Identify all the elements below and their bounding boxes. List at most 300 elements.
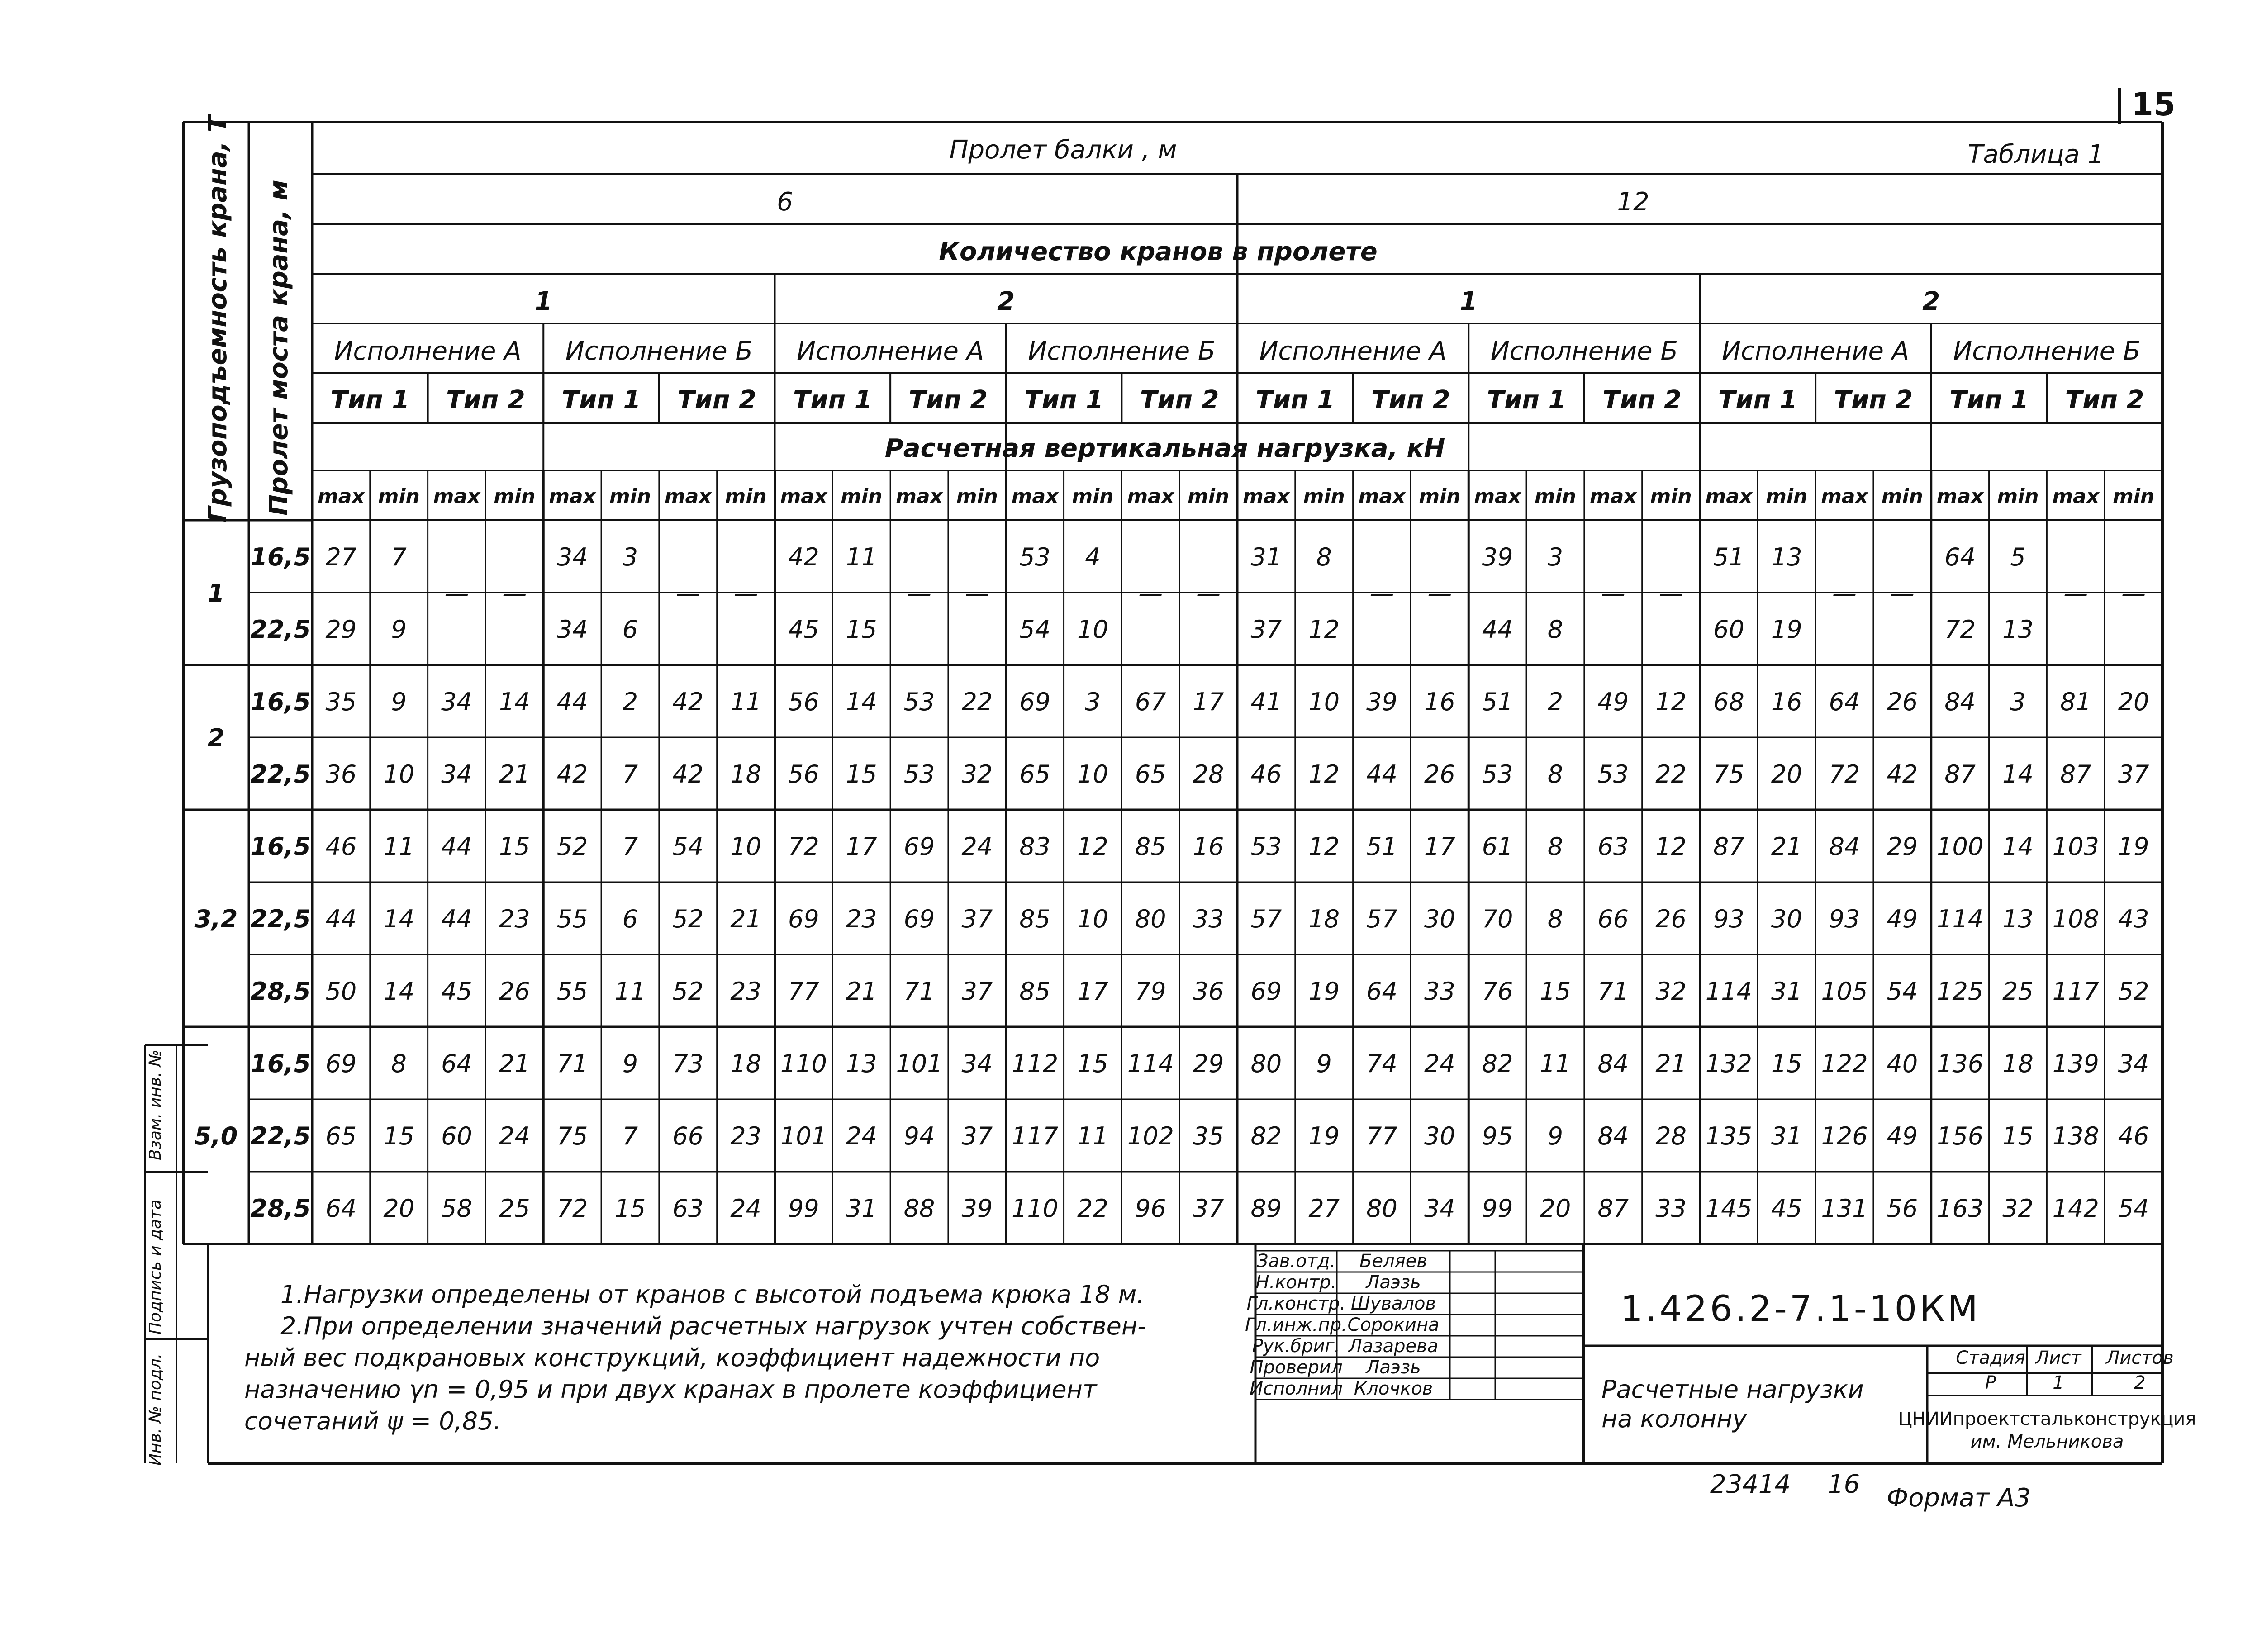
type-7: Тип 1: [1024, 385, 1103, 415]
table-cell: 37: [2118, 760, 2149, 788]
table-cell: 31: [1771, 1122, 1802, 1150]
table-cell: 56: [1887, 1194, 1918, 1223]
table-cell: 84: [1597, 1049, 1629, 1078]
footer-format: Формат А3: [1887, 1483, 2031, 1513]
table-cell: 21: [1771, 832, 1802, 861]
table-cell: 108: [2052, 905, 2099, 933]
table-cell: 42: [672, 760, 704, 788]
table-cell: 44: [325, 905, 357, 933]
table-cell: 72: [788, 832, 819, 861]
table-cell: 21: [499, 1049, 530, 1078]
table-cell: 12: [1308, 832, 1340, 861]
table-cell: 11: [614, 977, 646, 1006]
min-label: min: [1072, 485, 1114, 508]
table-cell: 87: [1713, 832, 1744, 861]
bridge-span: 28,5: [250, 977, 311, 1006]
table-cell: 18: [730, 1049, 761, 1078]
table-cell: —: [1601, 579, 1625, 608]
version-8: Исполнение Б: [1953, 337, 2141, 366]
side-label-original-inv: Инв. № подл.: [146, 1353, 165, 1466]
table-cell: 29: [1887, 832, 1918, 861]
table-cell: 30: [1424, 905, 1455, 933]
sheets-value: 2: [2134, 1372, 2146, 1393]
table-cell: 39: [961, 1194, 993, 1223]
table-cell: 37: [961, 1122, 993, 1150]
table-cell: 93: [1829, 905, 1860, 933]
table-cell: 19: [1308, 977, 1340, 1006]
table-cell: 51: [1366, 832, 1397, 861]
footer-copy-number: 16: [1828, 1470, 1860, 1499]
table-cell: 10: [383, 760, 415, 788]
table-cell: 55: [556, 905, 588, 933]
table-cell: 84: [1597, 1122, 1629, 1150]
table-cell: 13: [2002, 905, 2034, 933]
table-cell: 69: [788, 905, 819, 933]
table-cell: 2: [1547, 688, 1563, 716]
table-cell: 132: [1705, 1049, 1752, 1078]
table-cell: 84: [1944, 688, 1976, 716]
table-cell: 54: [672, 832, 704, 861]
type-4: Тип 2: [677, 385, 756, 415]
table-cell: 7: [391, 543, 407, 571]
table-cell: 102: [1127, 1122, 1174, 1150]
drawing-title-line-1: Расчетные нагрузки: [1601, 1375, 1864, 1404]
stamp-name: Сорокина: [1347, 1315, 1440, 1335]
span-value-6: 6: [777, 187, 793, 217]
bridge-span: 28,5: [250, 1194, 311, 1223]
table-cell: 88: [903, 1194, 935, 1223]
version-7: Исполнение А: [1722, 337, 1910, 366]
max-label: max: [1589, 485, 1637, 508]
table-cell: 69: [1250, 977, 1282, 1006]
stamp-name: Лазарева: [1348, 1336, 1439, 1357]
table-cell: 13: [846, 1049, 877, 1078]
table-cell: 71: [1597, 977, 1629, 1006]
table-cell: 19: [2118, 832, 2149, 861]
type-13: Тип 1: [1718, 385, 1797, 415]
bridge-span: 22,5: [250, 1122, 311, 1150]
table-cell: 55: [556, 977, 588, 1006]
table-cell: 32: [1655, 977, 1687, 1006]
table-cell: 31: [1250, 543, 1282, 571]
table-cell: 34: [961, 1049, 993, 1078]
table-cell: 142: [2052, 1194, 2099, 1223]
table-cell: 53: [1482, 760, 1513, 788]
table-cell: 58: [441, 1194, 472, 1223]
type-2: Тип 2: [446, 385, 525, 415]
table-cell: 49: [1887, 905, 1918, 933]
cranes-count-3: 1: [1459, 287, 1478, 316]
table-cell: 21: [499, 760, 530, 788]
table-cell: 35: [325, 688, 357, 716]
min-label: min: [1187, 485, 1230, 508]
table-cell: 87: [1597, 1194, 1629, 1223]
table-cell: 11: [1540, 1049, 1571, 1078]
table-cell: 6: [622, 905, 638, 933]
bridge-span: 16,5: [250, 543, 311, 571]
drawing-code: 1.426.2-7.1-10КМ: [1620, 1289, 1981, 1329]
table-cell: 114: [1127, 1049, 1174, 1078]
type-3: Тип 1: [561, 385, 641, 415]
table-cell: 26: [1887, 688, 1918, 716]
table-cell: 44: [1482, 615, 1513, 644]
table-cell: 89: [1250, 1194, 1282, 1223]
stamp-name: Клочков: [1354, 1378, 1433, 1399]
table-cell: 33: [1193, 905, 1224, 933]
table-cell: 69: [903, 905, 935, 933]
table-cell: 11: [730, 688, 761, 716]
table-cell: 9: [391, 688, 407, 716]
table-cell: 101: [896, 1049, 943, 1078]
table-cell: 82: [1482, 1049, 1513, 1078]
table-cell: 33: [1655, 1194, 1687, 1223]
table-cell: 136: [1937, 1049, 1984, 1078]
table-cell: 53: [1597, 760, 1629, 788]
table-cell: 87: [1944, 760, 1976, 788]
table-cell: 100: [1937, 832, 1984, 861]
table-cell: 41: [1250, 688, 1282, 716]
table-cell: 34: [441, 760, 472, 788]
table-cell: 22: [961, 688, 993, 716]
table-cell: 15: [499, 832, 530, 861]
type-10: Тип 2: [1371, 385, 1450, 415]
table-cell: 36: [325, 760, 357, 788]
table-cell: 35: [1193, 1122, 1224, 1150]
table-cell: 17: [1077, 977, 1108, 1006]
table-cell: 135: [1705, 1122, 1752, 1150]
stamp-role: Исполнил: [1250, 1378, 1343, 1399]
type-12: Тип 2: [1602, 385, 1682, 415]
title-block: [1601, 1289, 2196, 1452]
table-cell: 32: [961, 760, 993, 788]
table-cell: 114: [1937, 905, 1984, 933]
max-label: max: [1242, 485, 1290, 508]
span-header: Пролет балки , м: [949, 135, 1177, 165]
table-cell: 11: [846, 543, 877, 571]
type-6: Тип 2: [908, 385, 988, 415]
table-cell: 8: [1547, 832, 1563, 861]
max-label: max: [1705, 485, 1753, 508]
version-1: Исполнение А: [334, 337, 522, 366]
table-cell: 34: [2118, 1049, 2149, 1078]
table-cell: 24: [1424, 1049, 1455, 1078]
min-label: min: [1766, 485, 1808, 508]
table-cell: 54: [1887, 977, 1918, 1006]
table-cell: 14: [2002, 760, 2034, 788]
max-label: max: [1358, 485, 1406, 508]
sheet-label: Лист: [2035, 1348, 2081, 1368]
note-line-2: 2.При определении значений расчетных нагрузок учтен собствен-: [280, 1312, 1146, 1340]
table-cell: 50: [325, 977, 357, 1006]
table-cell: 11: [1077, 1122, 1108, 1150]
table-cell: 87: [2060, 760, 2091, 788]
table-cell: 67: [1135, 688, 1166, 716]
table-cell: 15: [846, 615, 877, 644]
table-cell: 23: [846, 905, 877, 933]
table-cell: —: [1832, 579, 1857, 608]
table-cell: 125: [1937, 977, 1984, 1006]
table-cell: 3: [622, 543, 638, 571]
table-cell: 23: [499, 905, 530, 933]
table-cell: 30: [1424, 1122, 1455, 1150]
table-cell: 79: [1135, 977, 1166, 1006]
table-cell: 31: [1771, 977, 1802, 1006]
type-11: Тип 1: [1487, 385, 1566, 415]
table-cell: 19: [1771, 615, 1802, 644]
table-cell: 13: [2002, 615, 2034, 644]
table-cell: 69: [1019, 688, 1051, 716]
table-cell: 81: [2060, 688, 2091, 716]
min-label: min: [494, 485, 536, 508]
table-cell: 74: [1366, 1049, 1397, 1078]
table-cell: 110: [1012, 1194, 1059, 1223]
table-cell: 14: [2002, 832, 2034, 861]
table-cell: 14: [383, 905, 415, 933]
table-cell: 83: [1019, 832, 1051, 861]
table-cell: 12: [1308, 760, 1340, 788]
table-cell: 14: [383, 977, 415, 1006]
table-cell: —: [1427, 579, 1452, 608]
table-cell: 25: [2002, 977, 2034, 1006]
table-cell: 77: [1366, 1122, 1397, 1150]
min-label: min: [841, 485, 883, 508]
cranes-count-4: 2: [1922, 287, 1940, 316]
table-cell: 15: [1540, 977, 1571, 1006]
table-cell: 61: [1482, 832, 1513, 861]
table-cell: 72: [1829, 760, 1860, 788]
table-cell: 72: [556, 1194, 588, 1223]
table-cell: 94: [903, 1122, 935, 1150]
table-cell: 65: [1019, 760, 1051, 788]
table-cell: —: [2121, 579, 2146, 608]
stamp-role: Зав.отд.: [1256, 1251, 1336, 1272]
table-cell: —: [965, 579, 989, 608]
table-cell: 15: [383, 1122, 415, 1150]
table-cell: 80: [1366, 1194, 1397, 1223]
table-cell: 15: [846, 760, 877, 788]
notes: [244, 1280, 1146, 1435]
table-cell: 53: [1250, 832, 1282, 861]
table-cell: 3: [1547, 543, 1563, 571]
table-cell: 85: [1135, 832, 1166, 861]
footer-inventory-number: 23414: [1710, 1470, 1791, 1499]
table-cell: —: [675, 579, 700, 608]
table-cell: 56: [788, 760, 819, 788]
note-line-3: ный вес подкрановых конструкций, коэффициент надежности по: [244, 1343, 1100, 1372]
table-cell: 2: [622, 688, 638, 716]
table-cell: 57: [1366, 905, 1397, 933]
min-label: min: [609, 485, 651, 508]
table-cell: 40: [1887, 1049, 1918, 1078]
table-cell: 65: [325, 1122, 357, 1150]
table-cell: 16: [1771, 688, 1802, 716]
bridge-span: 22,5: [250, 905, 311, 933]
table-cell: 42: [672, 688, 704, 716]
max-label: max: [1936, 485, 1984, 508]
table-cell: 10: [1077, 615, 1108, 644]
table-cell: 17: [846, 832, 877, 861]
stage-value: Р: [1985, 1372, 1996, 1393]
table-cell: 19: [1308, 1122, 1340, 1150]
table-cell: 24: [730, 1194, 761, 1223]
table-cell: 20: [2118, 688, 2149, 716]
table-cell: 53: [1019, 543, 1051, 571]
max-label: max: [1821, 485, 1868, 508]
table-cell: 4: [1085, 543, 1101, 571]
table-cell: —: [502, 579, 527, 608]
table-cell: 9: [1547, 1122, 1563, 1150]
max-label: max: [780, 485, 827, 508]
table-cell: 44: [1366, 760, 1397, 788]
table-cell: 84: [1829, 832, 1860, 861]
table-cell: 110: [780, 1049, 827, 1078]
table-cell: —: [444, 579, 469, 608]
table-cell: 85: [1019, 977, 1051, 1006]
table-cell: 122: [1821, 1049, 1868, 1078]
cranes-count-2: 2: [997, 287, 1015, 316]
table-cell: 21: [1655, 1049, 1687, 1078]
table-cell: 25: [499, 1194, 530, 1223]
span-value-12: 12: [1617, 187, 1649, 217]
table-cell: 21: [730, 905, 761, 933]
table-cell: 72: [1944, 615, 1976, 644]
table-cell: 54: [2118, 1194, 2149, 1223]
drawing-title-line-2: на колонну: [1601, 1405, 1747, 1433]
table-cell: 42: [556, 760, 588, 788]
table-cell: 145: [1705, 1194, 1752, 1223]
table-cell: 75: [556, 1122, 588, 1150]
table-cell: 69: [903, 832, 935, 861]
table-cell: 80: [1135, 905, 1166, 933]
table-cell: 27: [1308, 1194, 1340, 1223]
table-cell: 37: [961, 905, 993, 933]
table-cell: 32: [2002, 1194, 2034, 1223]
table-cell: 28: [1193, 760, 1224, 788]
crane-capacity: 2: [207, 724, 225, 752]
table-cell: 12: [1655, 688, 1687, 716]
stamp-name: Лаэзь: [1366, 1272, 1421, 1293]
type-1: Тип 1: [330, 385, 410, 415]
header-cells: [318, 287, 2154, 508]
table-cell: 44: [441, 832, 472, 861]
table-cell: 75: [1713, 760, 1744, 788]
row-header-capacity: Грузоподъемность крана, Т: [203, 115, 233, 522]
table-cell: 95: [1482, 1122, 1513, 1150]
table-cell: 68: [1713, 688, 1744, 716]
table-cell: 29: [325, 615, 357, 644]
sheets-label: Листов: [2106, 1348, 2174, 1368]
table-cell: 11: [383, 832, 415, 861]
table-cell: 36: [1193, 977, 1224, 1006]
max-label: max: [317, 485, 365, 508]
table-cell: 65: [1135, 760, 1166, 788]
max-label: max: [664, 485, 712, 508]
table-cell: 17: [1424, 832, 1455, 861]
min-label: min: [1419, 485, 1461, 508]
table-cell: 28: [1655, 1122, 1687, 1150]
table-cell: 29: [1193, 1049, 1224, 1078]
table-cell: 15: [1077, 1049, 1108, 1078]
table-cell: 26: [499, 977, 530, 1006]
table-cell: 44: [441, 905, 472, 933]
table-cell: 80: [1250, 1049, 1282, 1078]
min-label: min: [725, 485, 767, 508]
type-15: Тип 1: [1949, 385, 2029, 415]
table-cell: 126: [1821, 1122, 1868, 1150]
table-cell: 23: [730, 977, 761, 1006]
table-cell: 42: [788, 543, 819, 571]
table-cell: 52: [672, 905, 704, 933]
type-16: Тип 2: [2065, 385, 2144, 415]
load-header: Расчетная вертикальная нагрузка, кН: [884, 434, 1445, 463]
table-cell: 24: [961, 832, 993, 861]
table-cell: 76: [1482, 977, 1513, 1006]
table-cell: 20: [1771, 760, 1802, 788]
table-cell: 31: [846, 1194, 877, 1223]
table-cell: 8: [1547, 615, 1563, 644]
min-label: min: [956, 485, 998, 508]
table-cell: 10: [730, 832, 761, 861]
table-cell: 3: [1085, 688, 1101, 716]
bridge-span: 22,5: [250, 615, 311, 644]
cranes-count-1: 1: [534, 287, 552, 316]
table-cell: 112: [1012, 1049, 1059, 1078]
table-cell: 18: [1308, 905, 1340, 933]
sheet-value: 1: [2053, 1372, 2064, 1393]
max-label: max: [2052, 485, 2100, 508]
table-cell: 117: [1012, 1122, 1059, 1150]
table-cell: 17: [1193, 688, 1224, 716]
min-label: min: [1881, 485, 1923, 508]
table-cell: 15: [614, 1194, 646, 1223]
organization-line-1: ЦНИИпроектстальконструкция: [1898, 1409, 2196, 1429]
table-cell: 49: [1597, 688, 1629, 716]
table-cell: 7: [622, 832, 638, 861]
version-3: Исполнение А: [797, 337, 984, 366]
table-cell: 101: [780, 1122, 827, 1150]
table-cell: 6: [622, 615, 638, 644]
table-cell: 52: [2118, 977, 2149, 1006]
table-cell: 26: [1655, 905, 1687, 933]
stamp-name: Беляев: [1359, 1251, 1427, 1272]
table-cell: 46: [1250, 760, 1282, 788]
table-cell: 71: [556, 1049, 588, 1078]
stamp-role: Н.контр.: [1255, 1272, 1337, 1293]
table-cell: 9: [391, 615, 407, 644]
table-cell: —: [1196, 579, 1221, 608]
table-cell: 43: [2118, 905, 2149, 933]
table-cell: 8: [391, 1049, 407, 1078]
table-cell: 9: [622, 1049, 638, 1078]
stamp-role: Гл.инж.пр.: [1245, 1315, 1347, 1335]
max-label: max: [549, 485, 596, 508]
table-cell: 10: [1077, 905, 1108, 933]
table-cell: 8: [1316, 543, 1332, 571]
table-cell: 54: [1019, 615, 1051, 644]
table-cell: 34: [1424, 1194, 1455, 1223]
cranes-header: Количество кранов в пролете: [939, 237, 1378, 266]
table-cell: 46: [325, 832, 357, 861]
table-cell: 24: [846, 1122, 877, 1150]
table-cell: 64: [1366, 977, 1397, 1006]
note-line-1: 1.Нагрузки определены от кранов с высотой подъема крюка 18 м.: [280, 1280, 1145, 1309]
table-cell: 114: [1705, 977, 1752, 1006]
side-label-signature-date: Подпись и дата: [146, 1199, 165, 1334]
table-cell: 56: [788, 688, 819, 716]
table-cell: 22: [1655, 760, 1687, 788]
table-cell: 26: [1424, 760, 1455, 788]
crane-capacity: 1: [207, 579, 225, 608]
